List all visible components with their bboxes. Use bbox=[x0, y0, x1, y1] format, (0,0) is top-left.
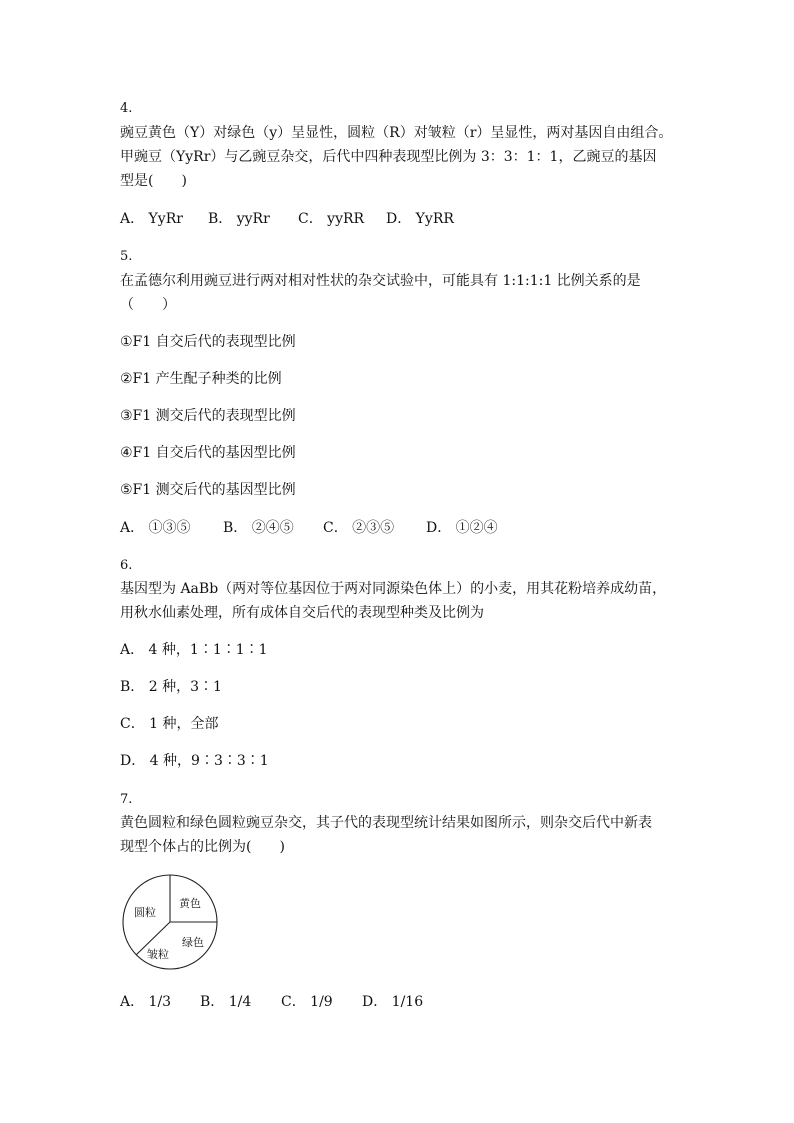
pie-label-yellow: 黄色 bbox=[179, 897, 201, 910]
question-4-stem-line-2: 甲豌豆（YyRr）与乙豌豆杂交，后代中四种表现型比例为 3：3：1：1，乙豌豆的基因 bbox=[120, 149, 657, 165]
question-7-options bbox=[120, 993, 423, 1011]
question-6-stem-line-2: 用秋水仙素处理，所有成体自交后代的表现型种类及比例为 bbox=[120, 605, 484, 621]
question-5-statement-2: ②F1 产生配子种类的比例 bbox=[120, 371, 282, 387]
question-4-stem-line-1: 豌豆黄色（Y）对绿色（y）呈显性，圆粒（R）对皱粒（r）呈显性，两对基因自由组合。 bbox=[120, 125, 673, 141]
pie-label-round: 圆粒 bbox=[134, 906, 156, 919]
question-6-option-c: C． 1 种，全部 bbox=[120, 716, 219, 732]
question-4-number: 4. bbox=[120, 101, 133, 116]
question-4-options bbox=[120, 210, 454, 228]
question-7-option-b: B． 1/4 bbox=[200, 994, 252, 1010]
question-5-option-b: B． ②④⑤ bbox=[223, 520, 294, 536]
pie-label-wrinkled: 皱粒 bbox=[147, 948, 169, 961]
question-5-stem-line-1: 在孟德尔利用豌豆进行两对相对性状的杂交试验中，可能具有 1:1:1:1 比例关系的是 bbox=[120, 273, 641, 289]
question-7-stem-line-1: 黄色圆粒和绿色圆粒豌豆杂交，其子代的表现型统计结果如图所示，则杂交后代中新表 bbox=[120, 815, 652, 831]
question-7-stem-line-2: 现型个体占的比例为( ) bbox=[120, 839, 285, 855]
pie-diagram bbox=[120, 872, 224, 972]
question-5-stem-line-2: （ ） bbox=[120, 297, 176, 313]
question-7-option-d: D． 1/16 bbox=[362, 994, 424, 1010]
question-6-stem-line-1: 基因型为 AaBb（两对等位基因位于两对同源染色体上）的小麦，用其花粉培养成幼苗， bbox=[120, 581, 667, 597]
question-5-statement-4: ④F1 自交后代的基因型比例 bbox=[120, 445, 296, 461]
question-6-number: 6. bbox=[120, 558, 133, 573]
question-6-option-a: A． 4 种，1∶1∶1∶1 bbox=[120, 642, 268, 658]
question-5-options bbox=[120, 519, 498, 537]
question-6-option-d: D． 4 种，9∶3∶3∶1 bbox=[120, 753, 269, 769]
phenotype-pie-figure bbox=[120, 872, 224, 972]
question-4-option-a: A． YyRr bbox=[120, 211, 183, 227]
question-5-statement-5: ⑤F1 测交后代的基因型比例 bbox=[120, 482, 296, 498]
question-5-option-c: C． ②③⑤ bbox=[323, 520, 395, 536]
question-4-option-d: D． YyRR bbox=[386, 211, 454, 227]
question-6-option-b: B． 2 种，3∶1 bbox=[120, 679, 222, 695]
question-5-statement-1: ①F1 自交后代的表现型比例 bbox=[120, 334, 296, 350]
question-4-stem-line-3: 型是( ) bbox=[120, 173, 187, 189]
pie-label-green: 绿色 bbox=[182, 936, 204, 949]
question-5-option-a: A． ①③⑤ bbox=[120, 520, 191, 536]
question-5-option-d: D． ①②④ bbox=[426, 520, 498, 536]
question-7-number: 7. bbox=[120, 792, 133, 807]
question-5-number: 5. bbox=[120, 249, 133, 264]
question-4-option-b: B． yyRr bbox=[208, 211, 270, 227]
question-4-option-c: C． yyRR bbox=[298, 211, 365, 227]
question-7-option-a: A． 1/3 bbox=[120, 994, 172, 1010]
question-7-option-c: C． 1/9 bbox=[281, 994, 333, 1010]
question-5-statement-3: ③F1 测交后代的表现型比例 bbox=[120, 408, 296, 424]
